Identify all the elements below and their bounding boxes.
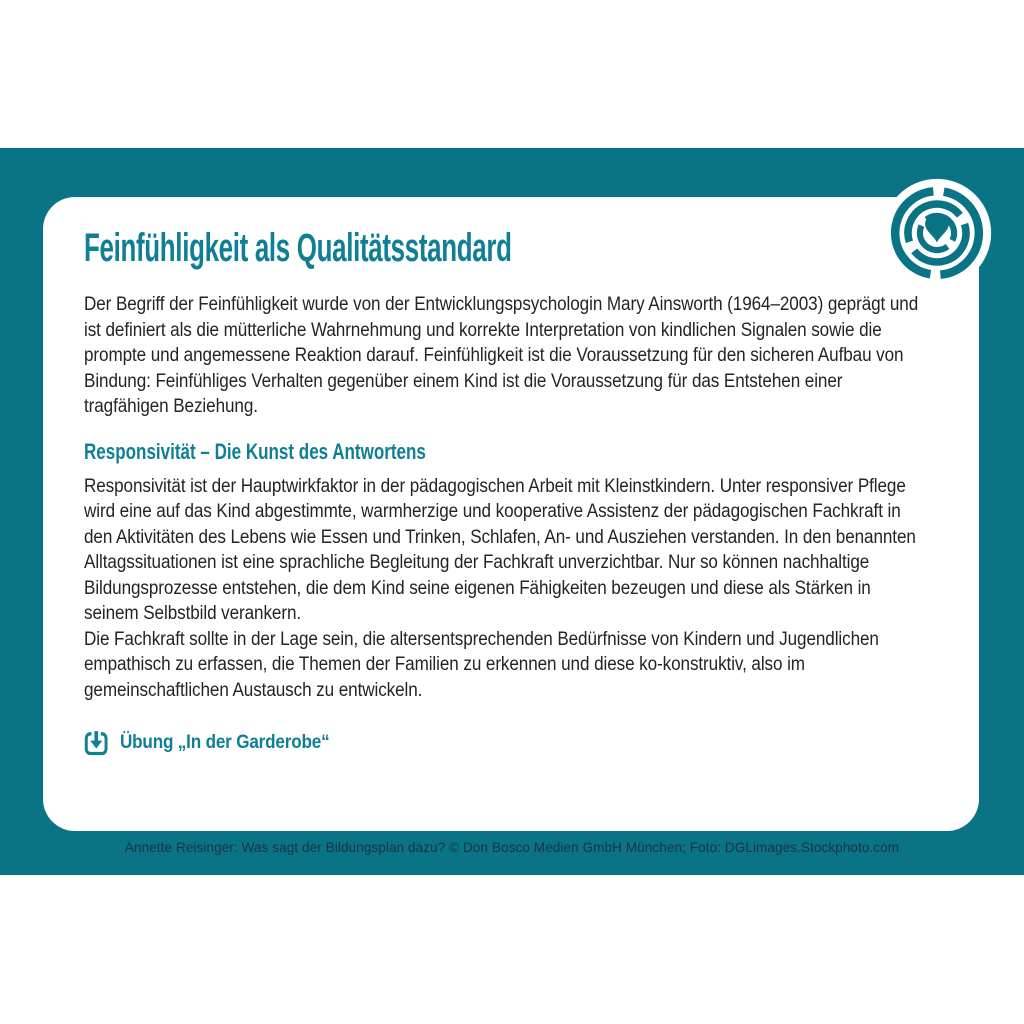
heart-labyrinth-logo <box>880 176 994 290</box>
intro-paragraph: Der Begriff der Feinfühligkeit wurde von der Entwicklungspsychologin Mary Ainsworth (1964–2003) geprägt und ist definiert als die mütterliche Wahrnehmung und korrekte Interpretation von kindlichen Signalen sowie die prompte und angemessene Reaktion darauf. Feinfühligkeit ist die Voraussetzung für den sicheren Aufbau von Bindung: Feinfühliges Verhalten gegenüber einem Kind ist die Voraussetzung für das Entstehen einer tragfähigen Beziehung. <box>84 294 919 417</box>
page-title-text: Feinfühligkeit als Qualitätsstandard <box>84 226 512 270</box>
section-heading-text: Responsivität – Die Kunst des Antwortens <box>84 438 426 464</box>
download-link-label: Übung „In der Garderobe“ <box>120 731 330 753</box>
content-card <box>43 197 979 831</box>
credit-line: Annette Reisinger: Was sagt der Bildungsplan dazu? © Don Bosco Medien GmbH München; Foto: DGLimages.Stockphoto.com <box>124 840 900 855</box>
section-paragraph-1: Responsivität ist der Hauptwirkfaktor in der pädagogischen Arbeit mit Kleinstkindern. Unter responsiver Pflege wird eine auf das Kind abgestimmte, warmherzige und kooperative Assistenz der pädagogischen Fachkraft in den Aktivitäten des Lebens wie Essen und Trinken, Schlafen, An- und Ausziehen verstanden. In den benannten Alltagssituationen ist eine sprachliche Begleitung der Fachkraft unverzichtbar. Nur so können nachhaltige Bildungsprozesse entstehen, die dem Kind seine eigenen Fähigkeiten bezeugen und diese als Stärken in seinem Selbstbild verankern. <box>84 475 916 624</box>
download-icon <box>84 729 108 756</box>
download-link[interactable] <box>84 729 329 756</box>
section-paragraph-2: Die Fachkraft sollte in der Lage sein, die altersentsprechenden Bedürfnisse von Kindern und Jugendlichen empathisch zu erfassen, die Themen der Familien zu erkennen und diese ko-konstruktiv, also im gemeinschaftlichen Austausch zu entwickeln. <box>84 628 879 701</box>
card-content <box>84 221 921 756</box>
section-heading <box>84 439 921 465</box>
page-title <box>84 221 921 271</box>
